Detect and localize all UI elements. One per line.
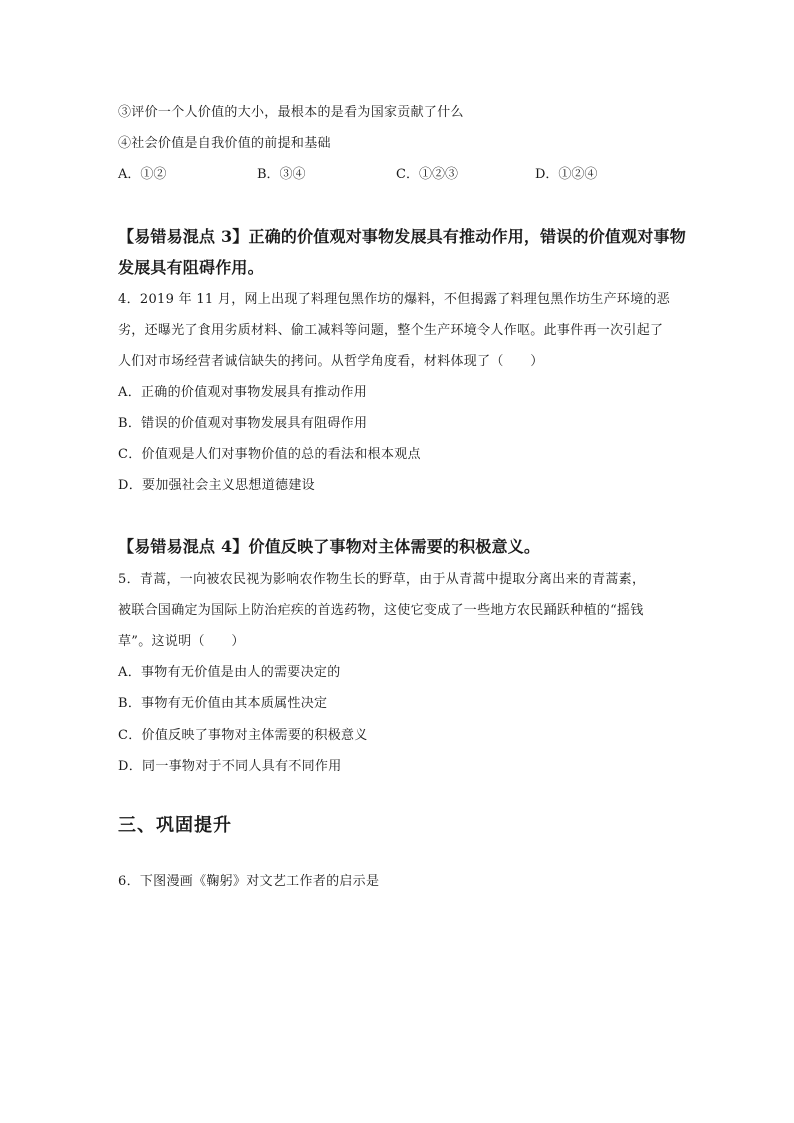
q5-stem-line2: 被联合国确定为国际上防治疟疾的首选药物，这使它变成了一些地方农民踊跃种植的“摇钱: [118, 603, 644, 618]
q3-options-row: [118, 166, 678, 184]
statement-4: ④社会价值是自我价值的前提和基础: [118, 136, 331, 151]
q3-option-d: D．①②④: [535, 167, 598, 182]
q4-stem-line1: 4．2019 年 11 月，网上出现了料理包黑作坊的爆料，不但揭露了料理包黑作坊生产环境的恶: [118, 292, 671, 307]
q3-option-b: B．③④: [257, 167, 306, 182]
section-title-consolidation: 三、巩固提升: [118, 815, 232, 836]
point4-heading: 【易错易混点 4】价值反映了事物对主体需要的积极意义。: [118, 537, 541, 556]
q4-option-c: C．价值观是人们对事物价值的总的看法和根本观点: [118, 447, 421, 462]
q4-option-d: D．要加强社会主义思想道德建设: [118, 478, 315, 493]
point3-heading-line1: 【易错易混点 3】正确的价值观对事物发展具有推动作用，错误的价值观对事物: [118, 227, 686, 246]
q5-stem-line3: 草”。这说明（ ）: [118, 634, 245, 649]
q3-option-c: C．①②③: [396, 167, 458, 182]
q3-option-a: A．①②: [118, 167, 167, 182]
q5-option-b: B．事物有无价值由其本质属性决定: [118, 696, 328, 711]
q4-stem-line3: 人们对市场经营者诚信缺失的拷问。从哲学角度看，材料体现了（ ）: [118, 354, 544, 369]
q4-option-a: A．正确的价值观对事物发展具有推动作用: [118, 385, 368, 400]
point3-heading-line2: 发展具有阻碍作用。: [118, 258, 264, 277]
q5-option-c: C．价值反映了事物对主体需要的积极意义: [118, 728, 368, 743]
q4-stem-line2: 劣，还曝光了食用劣质材料、偷工减料等问题，整个生产环境令人作呕。此事件再一次引起了: [118, 323, 664, 338]
statement-3: ③评价一个人价值的大小，最根本的是看为国家贡献了什么: [118, 105, 464, 120]
q5-option-a: A．事物有无价值是由人的需要决定的: [118, 665, 341, 680]
q6-stem-line1: 6．下图漫画《鞠躬》对文艺工作者的启示是: [118, 874, 380, 889]
q5-stem-line1: 5．青蒿，一向被农民视为影响农作物生长的野草，由于从青蒿中提取分离出来的青蒿素，: [118, 572, 646, 587]
q4-option-b: B．错误的价值观对事物发展具有阻碍作用: [118, 416, 368, 431]
q5-option-d: D．同一事物对于不同人具有不同作用: [118, 759, 342, 774]
